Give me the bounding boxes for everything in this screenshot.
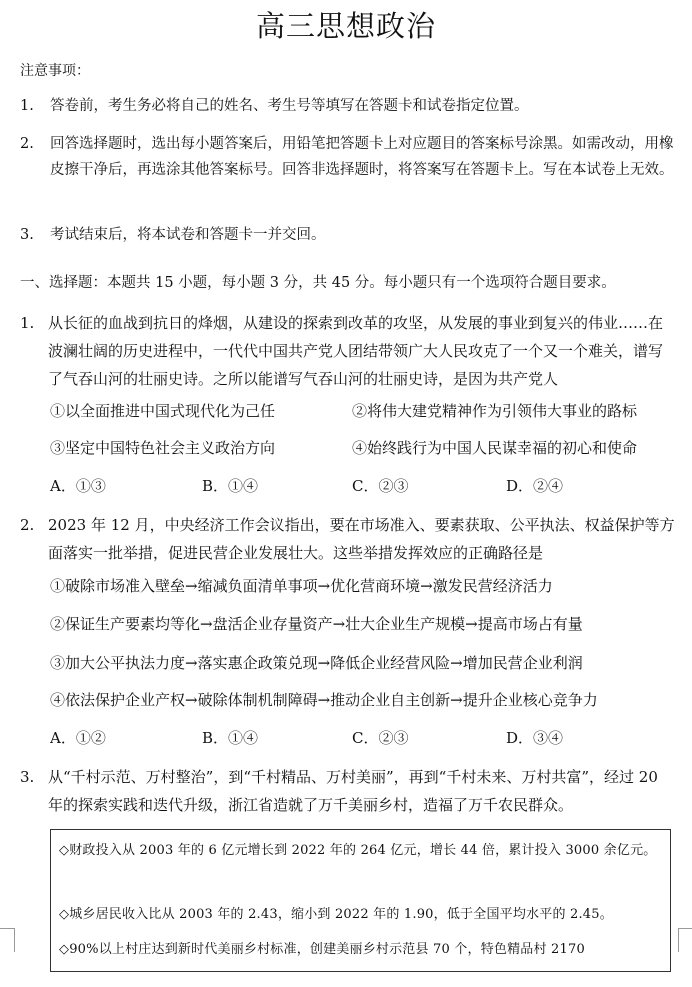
question-number: 2. (20, 516, 35, 534)
question-3-stem (20, 763, 675, 819)
material-line: ◇财政投入从 2003 年的 6 亿元增长到 2022 年的 264 亿元，增长 44 倍，累计投入 3000 余亿元。 (59, 843, 657, 858)
question-1-stem (20, 309, 675, 393)
question-2-stem (20, 511, 675, 567)
notice-item (20, 222, 675, 249)
statement-row (50, 436, 680, 460)
statement: ④始终践行为中国人民谋幸福的初心和使命 (352, 439, 638, 457)
material-box (50, 829, 671, 972)
statement: ①破除市场准入壁垒→缩减负面清单事项→优化营商环境→激发民营经济活力 (50, 577, 553, 595)
choice-b: B．①④ (202, 477, 259, 495)
statement-row (50, 399, 680, 423)
statement: ②将伟大建党精神作为引领伟大事业的路标 (352, 402, 638, 420)
notice-item-text: 答卷前，考生务必将自己的姓名、考生号等填写在答题卡和试卷指定位置。 (50, 98, 529, 114)
statement: ③坚定中国特色社会主义政治方向 (50, 439, 276, 457)
question-stem-text: 从长征的血战到抗日的烽烟，从建设的探索到改革的攻坚，从发展的事业到复兴的伟业……在波澜壮阔的历史进程中，一代代中国共产党人团结带领广大人民攻克了一个又一个难关，谱写了气吞山河的壮丽史诗。之所以能谱写气吞山河的壮丽史诗，是因为共产党人 (48, 314, 664, 388)
question-number: 1. (20, 314, 35, 332)
choice-b: B．①④ (202, 729, 259, 747)
statement: ③加大公平执法力度→落实惠企政策兑现→降低企业经营风险→增加民营企业利润 (50, 654, 583, 672)
notice-item-number: 2. (20, 136, 34, 152)
choice-a: A．①③ (50, 477, 106, 495)
crop-mark (14, 928, 15, 952)
choice-d: D．③④ (506, 729, 564, 747)
material-line: ◇90%以上村庄达到新时代美丽乡村标准，创建美丽乡村示范县 70 个，特色精品村 2170 (59, 942, 585, 957)
section-heading: 一、选择题：本题共 15 小题，每小题 3 分，共 45 分。每小题只有一个选项符合题目要求。 (20, 275, 616, 291)
notice-item-text: 回答选择题时，选出每小题答案后，用铅笔把答题卡上对应题目的答案标号涂黑。如需改动，用橡皮擦干净后，再选涂其他答案标号。回答非选择题时，将答案写在答题卡上。写在本试卷上无效。 (50, 136, 674, 178)
crop-mark (0, 928, 14, 929)
crop-mark (678, 928, 692, 929)
notice-item (20, 131, 675, 183)
question-stem-text: 2023 年 12 月，中央经济工作会议指出，要在市场准入、要素获取、公平执法、权益保护等方面落实一批举措，促进民营企业发展壮大。这些举措发挥效应的正确路径是 (48, 516, 675, 562)
choice-c: C．②③ (352, 729, 409, 747)
notice-item-number: 1. (20, 98, 34, 114)
statement: ①以全面推进中国式现代化为己任 (50, 402, 276, 420)
choice-a: A．①② (50, 729, 106, 747)
choice-c: C．②③ (352, 477, 409, 495)
statement: ④依法保护企业产权→破除体制机制障碍→推动企业自主创新→提升企业核心竞争力 (50, 691, 598, 709)
exam-title: 高三思想政治 (255, 9, 436, 43)
notice-heading: 注意事项： (20, 63, 90, 79)
statement: ②保证生产要素均等化→盘活企业存量资产→壮大企业生产规模→提高市场占有量 (50, 615, 583, 633)
question-number: 3. (20, 768, 35, 786)
crop-mark (678, 928, 679, 952)
choice-d: D．②④ (506, 477, 564, 495)
notice-item (20, 93, 675, 120)
question-stem-text: 从“千村示范、万村整治”，到“千村精品、万村美丽”，再到“千村未来、万村共富”，经过 20 年的探索实践和迭代升级，浙江省造就了万千美丽乡村，造福了万千农民群众。 (48, 768, 658, 814)
material-line: ◇城乡居民收入比从 2003 年的 2.43，缩小到 2022 年的 1.90，低于全国平均水平的 2.45。 (59, 907, 613, 922)
notice-item-number: 3. (20, 227, 34, 243)
notice-item-text: 考试结束后，将本试卷和答题卡一并交回。 (50, 227, 326, 243)
